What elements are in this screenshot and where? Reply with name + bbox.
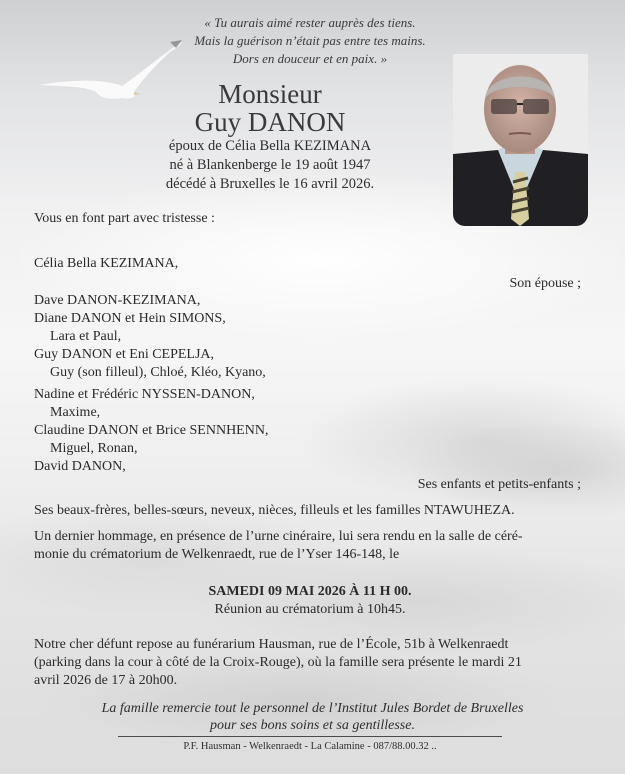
- poem-line: Dors en douceur et en paix. »: [232, 51, 388, 66]
- deceased-name: Guy DANON: [194, 107, 346, 137]
- ceremony-date: SAMEDI 09 MAI 2026 À 11 H 00.: [208, 584, 412, 599]
- announcement-intro: Vous en font part avec tristesse :: [34, 211, 215, 226]
- children-role: Ses enfants et petits-enfants ;: [417, 477, 581, 492]
- ceremony-line: Un dernier hommage, en présence de l’urne cinéraire, lui sera rendu en la salle de céré-: [34, 529, 523, 544]
- thanks-note: [40, 700, 585, 734]
- funeral-home-footer: P.F. Hausman - Welkenraedt - La Calamine - 087/88.00.32 ..: [183, 741, 437, 752]
- list-item: Dave DANON-KEZIMANA,: [34, 293, 201, 308]
- list-item: Guy DANON et Eni CEPELJA,: [34, 347, 215, 362]
- spouse-line: époux de Célia Bella KEZIMANA: [168, 138, 372, 154]
- portrait-photo: [453, 54, 588, 226]
- meeting-time: Réunion au crématorium à 10h45.: [214, 602, 406, 617]
- list-item: Lara et Paul,: [50, 329, 122, 344]
- poem-quote: [140, 14, 480, 68]
- poem-line: Mais la guérison n’était pas entre tes mains.: [194, 33, 426, 48]
- death-line: décédé à Bruxelles le 16 avril 2026.: [165, 176, 375, 192]
- visitation-line: avril 2026 de 17 à 20h00.: [34, 673, 178, 688]
- list-item: Maxime,: [50, 405, 101, 420]
- list-item: Claudine DANON et Brice SENNHENN,: [34, 423, 269, 438]
- ceremony-date-block: [120, 583, 500, 619]
- list-item: Miguel, Ronan,: [50, 441, 138, 456]
- visitation-line: (parking dans la cour à côté de la Croix-Rouge), où la famille sera présente le mardi 21: [34, 655, 522, 670]
- list-item: Diane DANON et Hein SIMONS,: [34, 311, 226, 326]
- person-portrait-icon: [453, 54, 588, 226]
- honorific: Monsieur: [218, 79, 322, 109]
- visitation-line: Notre cher défunt repose au funérarium Hausman, rue de l’École, 51b à Welkenraedt: [34, 637, 509, 652]
- list-item: David DANON,: [34, 459, 126, 474]
- thanks-line: pour ses bons soins et sa gentillesse.: [210, 718, 415, 733]
- deceased-heading: [120, 80, 420, 194]
- ceremony-line: monie du crématorium de Welkenraedt, rue de l’Yser 146-148, le: [34, 547, 400, 562]
- visitation-paragraph: [34, 636, 594, 690]
- birth-line: né à Blankenberge le 19 août 1947: [169, 157, 371, 173]
- children-list: [34, 292, 268, 476]
- thanks-line: La famille remercie tout le personnel de l’Institut Jules Bordet de Bruxelles: [101, 701, 524, 716]
- list-item: Guy (son filleul), Chloé, Kléo, Kyano,: [50, 365, 266, 380]
- poem-line: « Tu aurais aimé rester auprès des tiens.: [204, 15, 416, 30]
- list-item: Nadine et Frédéric NYSSEN-DANON,: [34, 387, 255, 402]
- ceremony-paragraph: [34, 528, 594, 564]
- extended-family: Ses beaux-frères, belles-sœurs, neveux, nièces, filleuls et les familles NTAWUHEZA.: [34, 503, 515, 518]
- divider: [118, 736, 502, 737]
- spouse-role: Son épouse ;: [509, 276, 581, 291]
- spouse-name: Célia Bella KEZIMANA,: [34, 256, 179, 271]
